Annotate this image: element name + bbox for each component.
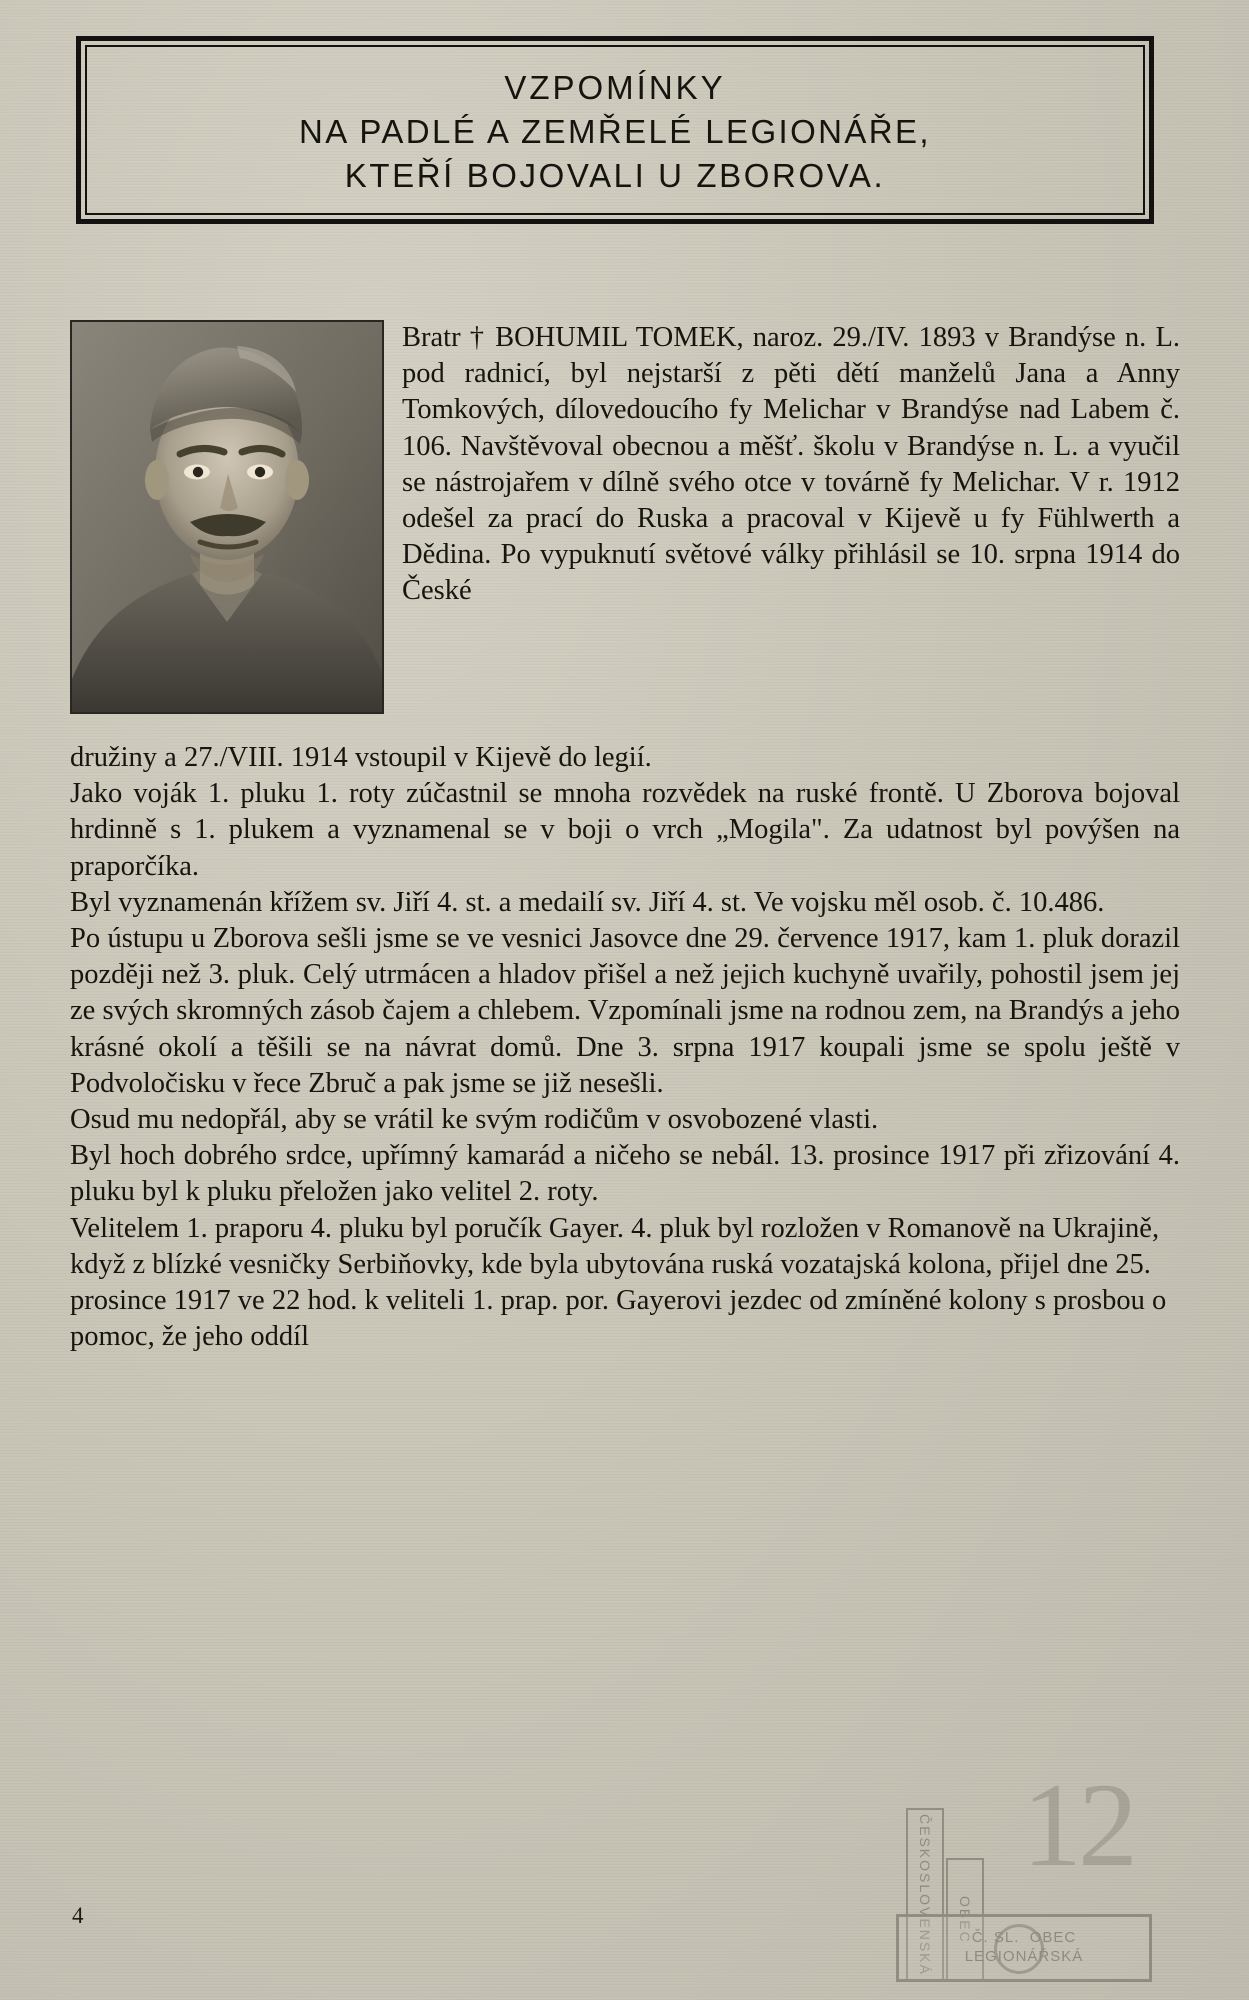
article-full-width-paragraphs (70, 740, 1180, 1355)
watermark-badge-text: Č. SL. OBEC LEGIONÁŘSKÁ (964, 1929, 1084, 1965)
article-intro-paragraph: Bratr † BOHUMIL TOMEK, naroz. 29./IV. 1893 v Brandýse n. L. pod radnicí, byl nejstarší z pěti dětí manželů Jana a Anny Tomkových, dílovedoucího fy Melichar v Brandýse nad Labem č. 106. Navštěvoval obecnou a měšť. školu v Brandýse n. L. a vyučil se nástrojařem v dílně svého otce v továrně fy Melichar. V r. 1912 odešel za prací do Ruska a pracoval v Kijevě u fy Fühlwerth a Dědina. Po vypuknutí světové války přihlásil se 10. srpna 1914 do České (402, 322, 1180, 607)
article-paragraph: Byl vyznamenán křížem sv. Jiří 4. st. a medailí sv. Jiří 4. st. Ve vojsku měl osob. č. 10.486. (70, 886, 1105, 918)
portrait-photo (70, 320, 384, 714)
watermark-emblem-icon (994, 1924, 1044, 1974)
page-title-line-3: KTEŘÍ BOJOVALI U ZBOROVA. (344, 156, 886, 194)
watermark-badge (896, 1914, 1152, 1982)
article-paragraph: Jako voják 1. pluku 1. roty zúčastnil se mnoha rozvědek na ruské frontě. U Zborova bojoval hrdinně s 1. plukem a vyznamenal se v boji o vrch „Mogila". Za udatnost byl povýšen na praporčíka. (70, 778, 1180, 882)
page-title-line-2: NA PADLÉ A ZEMŘELÉ LEGIONÁŘE, (298, 113, 932, 151)
article-paragraph: družiny a 27./VIII. 1914 vstoupil v Kijevě do legií. (70, 742, 652, 773)
article-paragraph: Byl hoch dobrého srdce, upřímný kamarád a ničeho se nebál. 13. prosince 1917 při zřizování 4. pluku byl k pluku přeložen jako velitel 2. roty. (70, 1140, 1180, 1208)
page-title-inner-frame (85, 45, 1145, 215)
article-paragraph: Osud mu nedopřál, aby se vrátil ke svým rodičům v osvobozené vlasti. (70, 1104, 879, 1136)
article-paragraph: Po ústupu u Zborova sešli jsme se ve vesnici Jasovce dne 29. července 1917, kam 1. pluk dorazil později než 3. pluk. Celý utrmácen a hladov přišel a než jejich kuchyně uvařily, pohostil jsem jej ze svých skromných zásob čajem a chlebem. Vzpomínali jsme na rodnou zem, na Brandýs a jeho krásné okolí a těšili se na návrat domů. Dne 3. srpna 1917 koupali jsme se spolu ještě v Podvoločisku v řece Zbruč a pak jsme se již nesešli. (70, 923, 1180, 1099)
page-title-box (76, 36, 1154, 224)
watermark-strip-2: OBEC (946, 1858, 984, 1982)
article-paragraph: Velitelem 1. praporu 4. pluku byl poručík Gayer. 4. pluk byl rozložen v Romanově na Ukrajině, když z blízké vesničky Serbiňovky, kde byla ubytována ruská vozatajská kolona, přijel dne 25. prosince 1917 ve 22 hod. k veliteli 1. prap. por. Gayerovi jezdec od zmíněné kolony s prosbou o pomoc, že jeho oddíl (70, 1212, 1167, 1353)
page-content (70, 0, 1180, 2000)
archive-watermark (852, 1722, 1152, 1982)
portrait-image (72, 322, 382, 712)
page-number: 4 (72, 1903, 84, 1928)
article-intro-column (402, 320, 1180, 610)
watermark-numeral: 12 (1022, 1758, 1134, 1891)
page-title-line-1: VZPOMÍNKY (504, 69, 726, 107)
watermark-strip-1: ČESKOSLOVENSKÁ (906, 1808, 944, 1982)
